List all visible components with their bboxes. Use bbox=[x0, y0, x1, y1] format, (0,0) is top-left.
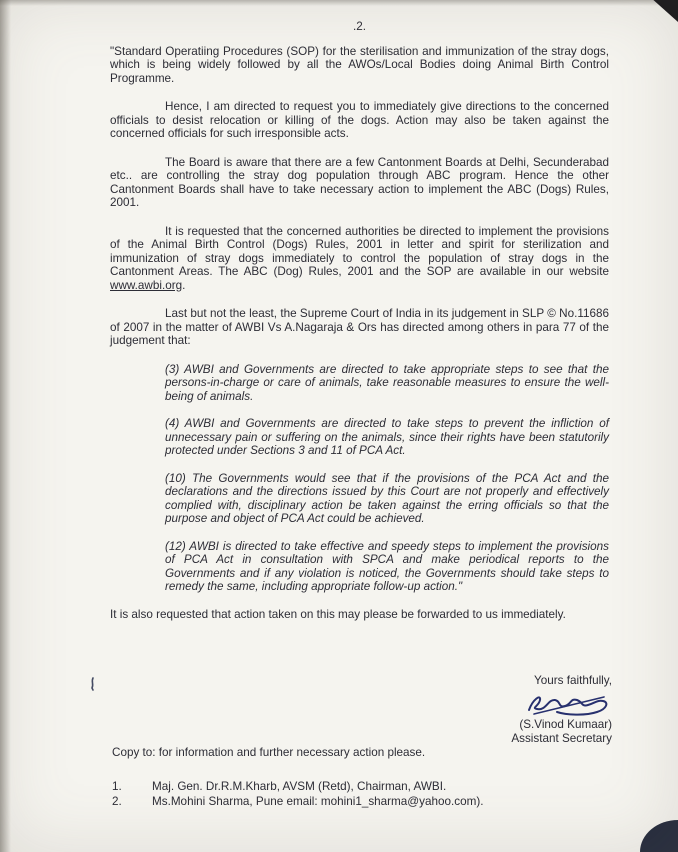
letter-body bbox=[110, 20, 609, 636]
copy-to-section bbox=[112, 746, 592, 811]
paragraph-abc-rules-text: It is requested that the concerned authorities be directed to implement the provisions of the Animal Birth Control (Dogs) Rules, 2001 in letter and spirit for sterilization and immunization of stray dogs immediately to control the population of stray dogs in the Cantonment Areas. The ABC (Dog) Rules, 2001 and the SOP are available in our website bbox=[110, 224, 609, 278]
paragraph-directions-request: Hence, I am directed to request you to immediately give directions to the concerned officials to desist relocation or killing of the dogs. Action may also be taken against the concerned officials for such irresponsible acts. bbox=[110, 100, 609, 140]
quote-paragraph-4: (4) AWBI and Governments are directed to take steps to prevent the infliction of unnecessary pain or suffering on the animals, since their rights have been statutorily protected under Sections 3 and 11 of PCA Act. bbox=[165, 417, 609, 457]
signature-block bbox=[511, 674, 612, 747]
list-item-text: Ms.Mohini Sharma, Pune email: mohini1_sharma@yahoo.com). bbox=[152, 795, 484, 808]
scan-edge-shadow-left bbox=[0, 0, 11, 852]
list-item-number: 1. bbox=[112, 779, 122, 793]
list-item-number: 2. bbox=[112, 795, 122, 808]
paragraph-sop: "Standard Operatiing Procedures (SOP) for the sterilisation and immunization of the stray dogs, which is being widely followed by all the AWOs/Local Bodies doing Animal Birth Control Programme. bbox=[110, 44, 609, 85]
paragraph-abc-rules bbox=[110, 225, 609, 293]
paragraph-abc-rules-period: . bbox=[182, 278, 186, 292]
signature-icon bbox=[526, 690, 612, 718]
signatory-name: (S.Vinod Kumaar) bbox=[519, 717, 612, 731]
closing-line: It is also requested that action taken on this may please be forwarded to us immediately. bbox=[110, 607, 566, 621]
quote-paragraph-12: (12) AWBI is directed to take effective and speedy steps to implement the provisions of PCA Act in consultation with SPCA and make periodical reports to the Governments and if any violation is noticed, the Governments should take steps to remedy the same, including appropriate follow-up action." bbox=[165, 539, 609, 593]
scan-edge-shadow-top bbox=[0, 0, 678, 6]
list-item bbox=[112, 795, 592, 809]
quote-paragraph-10: (10) The Governments would see that if the provisions of the PCA Act and the declarations and the directions issued by this Court are not properly and effectively complied with, disciplinary action be taken against the erring officials so that the purpose and object of PCA Act could be achieved. bbox=[165, 471, 609, 525]
pen-mark-artifact bbox=[88, 676, 98, 697]
awbi-website-link[interactable]: www.awbi.org bbox=[110, 278, 183, 292]
list-item bbox=[112, 780, 592, 794]
copy-to-label: Copy to: for information and further necessary action please. bbox=[112, 746, 426, 759]
list-item-text: Maj. Gen. Dr.R.M.Kharb, AVSM (Retd), Chairman, AWBI. bbox=[152, 779, 447, 793]
quote-paragraph-3: (3) AWBI and Governments are directed to take appropriate steps to see that the persons-in-charge or care of animals, take reasonable measures to ensure the well-being of animals. bbox=[165, 362, 609, 403]
valediction: Yours faithfully, bbox=[534, 674, 612, 687]
signatory-title: Assistant Secretary bbox=[511, 732, 612, 745]
pen-mark-icon bbox=[88, 676, 98, 692]
scan-corner-artifact-bottom-right bbox=[640, 820, 678, 852]
paragraph-supreme-court: Last but not the least, the Supreme Court of India in its judgement in SLP © No.11686 of 2007 in the matter of AWBI Vs A.Nagaraja & Ors has directed among others in para 77 of the judgement that: bbox=[110, 307, 609, 347]
paragraph-cantonment-boards: The Board is aware that there are a few Cantonment Boards at Delhi, Secunderabad etc.. are controlling the stray dog population through ABC program. Hence the other Cantonment Boards shall have to take necessary action to implement the ABC (Dogs) Rules, 2001. bbox=[110, 155, 609, 209]
page-number: .2. bbox=[353, 20, 366, 33]
